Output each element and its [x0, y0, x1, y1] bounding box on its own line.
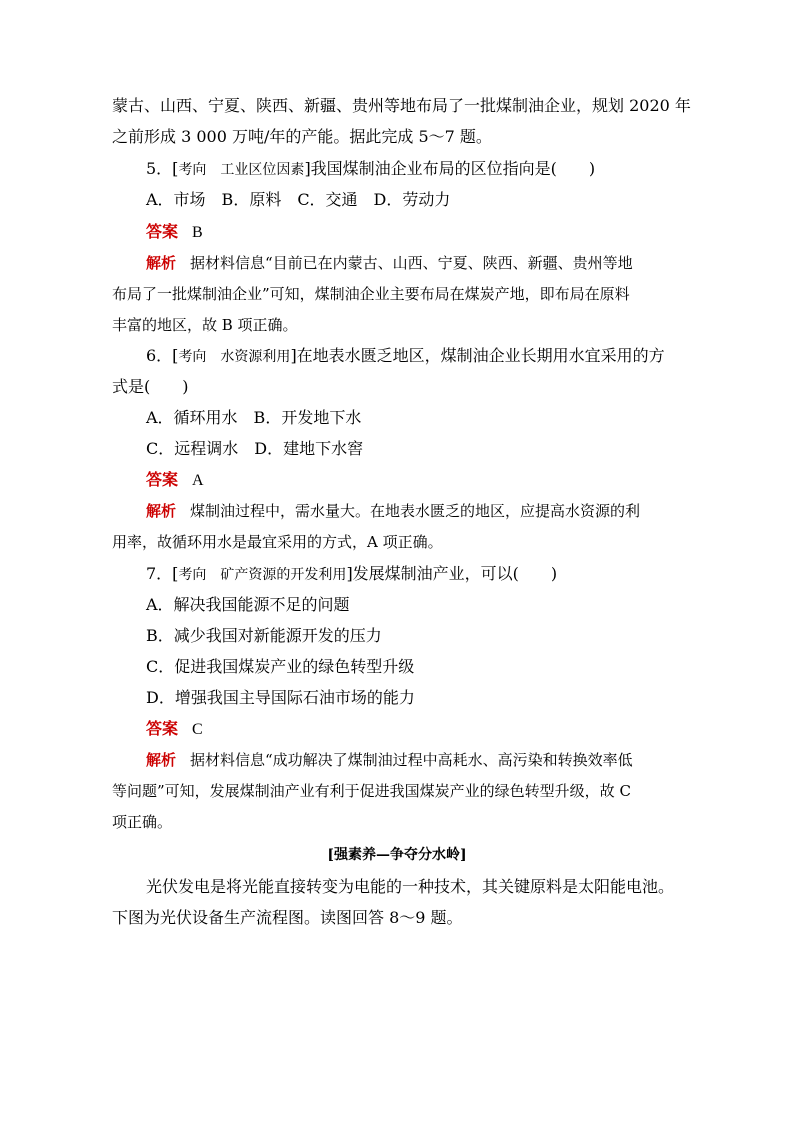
- question-6-stem: ]在地表水匮乏地区，煤制油企业长期用水宜采用的方: [290, 346, 665, 365]
- question-6-explanation-line-1: [146, 501, 726, 521]
- question-6-stem-line-2: 式是( ): [112, 377, 189, 396]
- explanation-label: 解析: [146, 502, 177, 520]
- question-7-option-c: C．促进我国煤炭产业的绿色转型升级: [146, 657, 415, 676]
- question-7-explanation-line-2: 等问题”可知，发展煤制油产业有利于促进我国煤炭产业的绿色转型升级，故 C: [112, 782, 631, 800]
- question-5-tag: 考向 工业区位因素: [178, 162, 305, 178]
- explanation-text: 据材料信息“目前已在内蒙古、山西、宁夏、陕西、新疆、贵州等地: [190, 254, 633, 272]
- question-5-explanation-line-2: 布局了一批煤制油企业”可知，煤制油企业主要布局在煤炭产地，即布局在原料: [112, 285, 630, 303]
- question-6-answer: [146, 470, 726, 491]
- question-7-answer: [146, 719, 726, 740]
- explanation-label: 解析: [146, 254, 177, 272]
- next-material-line-2: 下图为光伏设备生产流程图。读图回答 8～9 题。: [112, 908, 463, 927]
- next-material-line-1: 光伏发电是将光能直接转变为电能的一种技术，其关键原料是太阳能电池。: [146, 877, 675, 896]
- question-6-number: 6．[: [146, 346, 179, 365]
- question-7: [146, 564, 726, 585]
- question-7-tag: 考向 矿产资源的开发利用: [178, 567, 347, 583]
- answer-value: B: [192, 224, 203, 241]
- question-7-option-a: A．解决我国能源不足的问题: [146, 595, 350, 614]
- explanation-label: 解析: [146, 751, 177, 769]
- answer-value: A: [192, 472, 204, 489]
- question-7-explanation-line-3: 项正确。: [112, 813, 173, 831]
- answer-label: 答案: [146, 719, 179, 738]
- question-7-stem: ]发展煤制油产业，可以( ): [346, 564, 558, 583]
- question-6-options-ab: A．循环用水 B．开发地下水: [146, 408, 362, 427]
- question-6-options-cd: C．远程调水 D．建地下水窖: [146, 439, 364, 458]
- question-5: [146, 159, 726, 180]
- question-5-number: 5．[: [146, 159, 179, 178]
- question-7-number: 7．[: [146, 564, 179, 583]
- intro-line-2: 之前形成 3 000 万吨/年的产能。据此完成 5～7 题。: [112, 127, 492, 146]
- answer-value: C: [192, 721, 203, 738]
- question-5-explanation-line-3: 丰富的地区，故 B 项正确。: [112, 316, 298, 334]
- question-7-option-b: B．减少我国对新能源开发的压力: [146, 626, 382, 645]
- question-5-explanation-line-1: [146, 253, 726, 273]
- answer-label: 答案: [146, 222, 179, 241]
- explanation-text: 据材料信息“成功解决了煤制油过程中高耗水、高污染和转换效率低: [190, 751, 633, 769]
- question-7-option-d: D．增强我国主导国际石油市场的能力: [146, 688, 415, 707]
- question-6: [146, 346, 726, 367]
- question-5-options: A．市场 B．原料 C．交通 D．劳动力: [146, 190, 451, 209]
- intro-line-1: 蒙古、山西、宁夏、陕西、新疆、贵州等地布局了一批煤制油企业，规划 2020 年: [112, 96, 691, 115]
- question-6-explanation-line-2: 用率，故循环用水是最宜采用的方式，A 项正确。: [112, 533, 443, 551]
- question-5-answer: [146, 222, 726, 243]
- section-heading: [强素养—争夺分水岭]: [327, 847, 467, 863]
- question-5-stem: ]我国煤制油企业布局的区位指向是( ): [304, 159, 596, 178]
- question-7-explanation-line-1: [146, 750, 726, 770]
- answer-label: 答案: [146, 470, 179, 489]
- explanation-text: 煤制油过程中，需水量大。在地表水匮乏的地区，应提高水资源的利: [190, 502, 641, 520]
- question-6-tag: 考向 水资源利用: [178, 349, 291, 365]
